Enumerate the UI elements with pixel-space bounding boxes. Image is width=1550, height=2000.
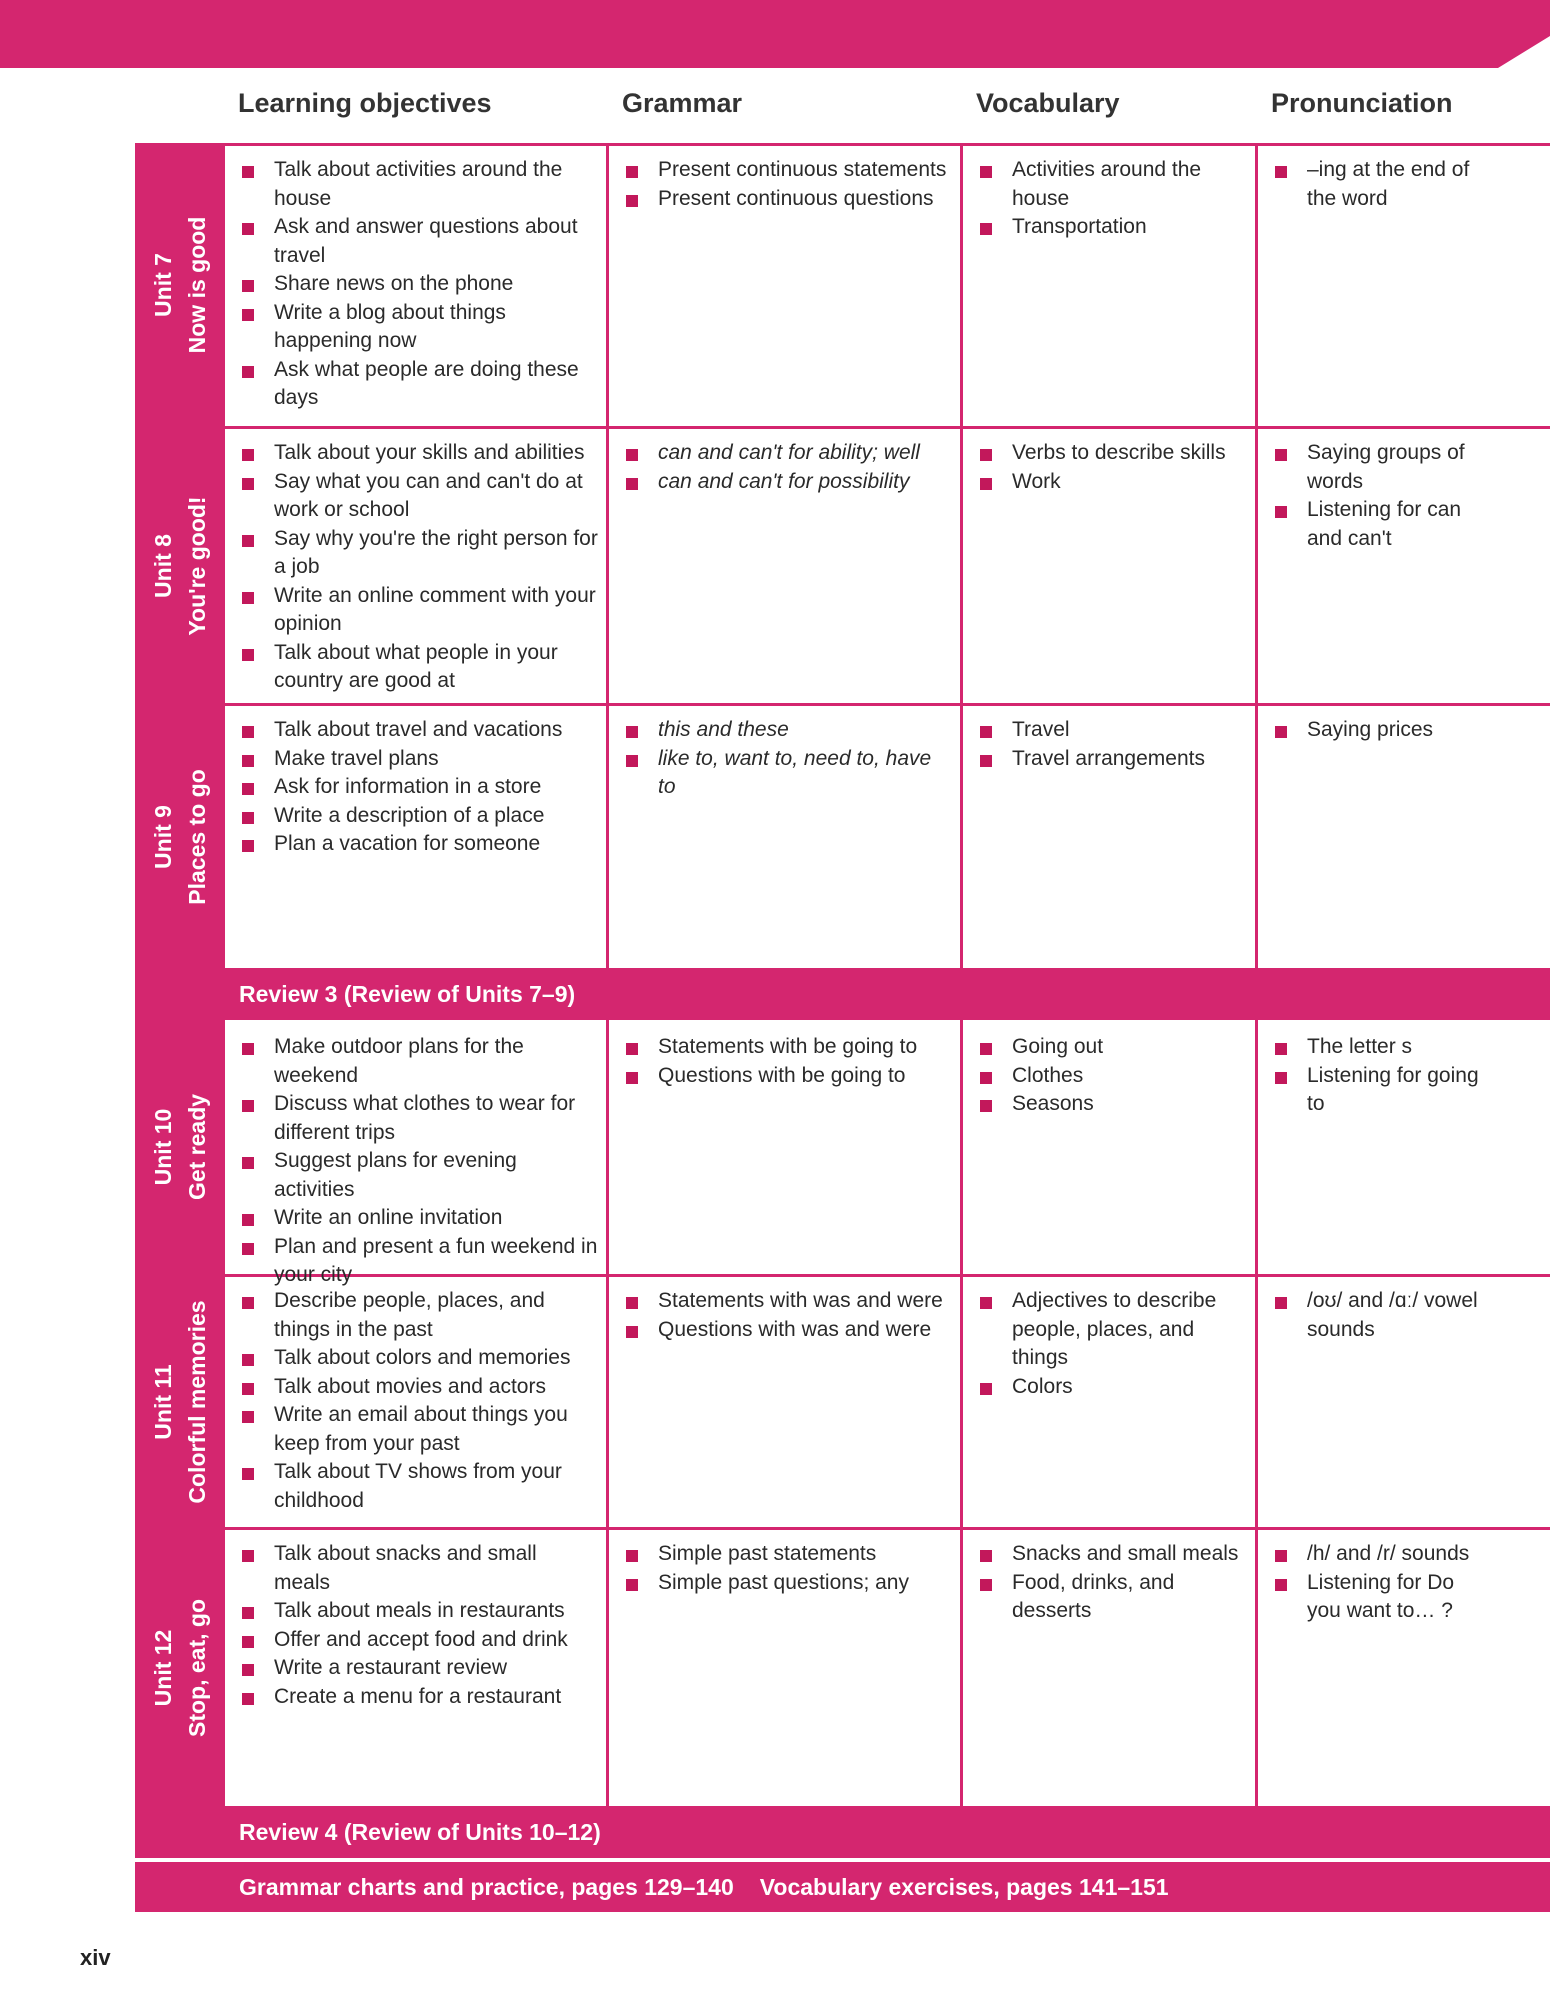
unit-12-label (135, 1530, 225, 1806)
unit-7-grammar (622, 156, 954, 213)
list-item: Write a restaurant review (238, 1654, 598, 1683)
list-item: Talk about your skills and abilities (238, 439, 598, 468)
list-item: Listening for can and can't (1271, 496, 1481, 553)
review-4-label: Review 4 (Review of Units 10–12) (239, 1818, 601, 1845)
grammar-pages-label: Grammar charts and practice, pages 129–140 (239, 1873, 734, 1900)
list-item: Say what you can and can't do at work or school (238, 468, 598, 525)
unit-7-vocabulary (976, 156, 1251, 242)
unit-11-grammar (622, 1287, 954, 1344)
list-item: –ing at the end of the word (1271, 156, 1481, 213)
unit-11-vocabulary (976, 1287, 1251, 1401)
unit-number: Unit 9 (150, 805, 176, 869)
list-item: Plan and present a fun weekend in your city (238, 1233, 598, 1290)
unit-12-pronunciation (1271, 1540, 1481, 1626)
unit-10-objectives (238, 1033, 598, 1290)
row-divider (135, 426, 1550, 429)
list-item: Food, drinks, and desserts (976, 1569, 1251, 1626)
unit-8-vocabulary (976, 439, 1251, 496)
review-3-band (135, 968, 1550, 1020)
vocabulary-pages-label: Vocabulary exercises, pages 141–151 (759, 1873, 1169, 1900)
list-item: can and can't for ability; well (622, 439, 954, 468)
unit-number: Unit 8 (150, 534, 176, 598)
list-item: Saying groups of words (1271, 439, 1481, 496)
list-item: Verbs to describe skills (976, 439, 1251, 468)
column-header-pronunciation: Pronunciation (1271, 88, 1453, 118)
unit-title: You're good! (184, 496, 210, 636)
unit-number: Unit 7 (150, 253, 176, 317)
list-item: Statements with was and were (622, 1287, 954, 1316)
list-item: Travel (976, 716, 1251, 745)
unit-12-objectives (238, 1540, 598, 1711)
list-item: Talk about TV shows from your childhood (238, 1458, 598, 1515)
list-item: Write an email about things you keep from your past (238, 1401, 598, 1458)
list-item: Activities around the house (976, 156, 1251, 213)
list-item: Present continuous questions (622, 185, 954, 214)
list-item: Seasons (976, 1090, 1251, 1119)
list-item: Create a menu for a restaurant (238, 1683, 598, 1712)
list-item: Write a blog about things happening now (238, 299, 598, 356)
unit-10-grammar (622, 1033, 954, 1090)
list-item: Offer and accept food and drink (238, 1626, 598, 1655)
unit-11-pronunciation (1271, 1287, 1481, 1344)
unit-12-grammar (622, 1540, 954, 1597)
row-divider (135, 703, 1550, 706)
list-item: Talk about snacks and small meals (238, 1540, 598, 1597)
list-item: Write an online invitation (238, 1204, 598, 1233)
column-header-grammar: Grammar (622, 88, 743, 118)
list-item: /h/ and /r/ sounds (1271, 1540, 1481, 1569)
list-item: Talk about travel and vacations (238, 716, 598, 745)
list-item: Clothes (976, 1062, 1251, 1091)
list-item: Saying prices (1271, 716, 1481, 745)
column-divider (960, 1020, 963, 1806)
unit-7-pronunciation (1271, 156, 1481, 213)
column-header-vocabulary: Vocabulary (976, 88, 1120, 118)
list-item: Travel arrangements (976, 745, 1251, 774)
list-item: can and can't for possibility (622, 468, 954, 497)
column-divider (960, 144, 963, 968)
top-banner-notch (1498, 36, 1550, 68)
list-item: Talk about colors and memories (238, 1344, 598, 1373)
unit-title: Colorful memories (184, 1300, 210, 1504)
top-banner (0, 0, 1550, 68)
review-3-label: Review 3 (Review of Units 7–9) (239, 980, 576, 1007)
list-item: Going out (976, 1033, 1251, 1062)
list-item: Listening for Do you want to… ? (1271, 1569, 1481, 1626)
list-item: Write an online comment with your opinion (238, 582, 598, 639)
unit-8-grammar (622, 439, 954, 496)
list-item: Share news on the phone (238, 270, 598, 299)
list-item: like to, want to, need to, have to (622, 745, 954, 802)
list-item: Talk about what people in your country are good at (238, 639, 598, 696)
unit-11-label (135, 1277, 225, 1527)
list-item: Suggest plans for evening activities (238, 1147, 598, 1204)
list-item: Listening for going to (1271, 1062, 1481, 1119)
unit-9-label (135, 706, 225, 968)
list-item: Present continuous statements (622, 156, 954, 185)
column-divider (606, 1020, 609, 1806)
unit-9-vocabulary (976, 716, 1251, 773)
list-item: Plan a vacation for someone (238, 830, 598, 859)
unit-7-objectives (238, 156, 598, 413)
column-header-objectives: Learning objectives (238, 88, 492, 118)
row-divider (135, 143, 1550, 146)
list-item: Simple past statements (622, 1540, 954, 1569)
unit-title: Get ready (184, 1093, 210, 1201)
unit-8-label (135, 429, 225, 703)
list-item: Simple past questions; any (622, 1569, 954, 1598)
list-item: Snacks and small meals (976, 1540, 1251, 1569)
list-item: Statements with be going to (622, 1033, 954, 1062)
list-item: Colors (976, 1373, 1251, 1402)
row-divider (135, 1527, 1550, 1530)
list-item: Make outdoor plans for the weekend (238, 1033, 598, 1090)
list-item: Talk about activities around the house (238, 156, 598, 213)
unit-number: Unit 10 (150, 1108, 176, 1186)
list-item: Talk about meals in restaurants (238, 1597, 598, 1626)
list-item: /oʊ/ and /ɑː/ vowel sounds (1271, 1287, 1481, 1344)
unit-10-pronunciation (1271, 1033, 1481, 1119)
list-item: Write a description of a place (238, 802, 598, 831)
list-item: Questions with was and were (622, 1316, 954, 1345)
column-divider (1255, 144, 1258, 968)
unit-9-pronunciation (1271, 716, 1481, 745)
page-number: xiv (80, 1945, 111, 1970)
unit-8-pronunciation (1271, 439, 1481, 553)
unit-title: Places to go (184, 769, 210, 905)
list-item: Ask and answer questions about travel (238, 213, 598, 270)
unit-12-vocabulary (976, 1540, 1251, 1626)
unit-9-grammar (622, 716, 954, 802)
list-item: Ask what people are doing these days (238, 356, 598, 413)
unit-title: Stop, eat, go (184, 1599, 210, 1737)
unit-10-label (135, 1020, 225, 1274)
list-item: Say why you're the right person for a job (238, 525, 598, 582)
list-item: Work (976, 468, 1251, 497)
list-item: Ask for information in a store (238, 773, 598, 802)
list-item: Questions with be going to (622, 1062, 954, 1091)
list-item: Transportation (976, 213, 1251, 242)
unit-title: Now is good (184, 216, 210, 354)
unit-number: Unit 11 (150, 1364, 176, 1440)
unit-number: Unit 12 (150, 1629, 176, 1707)
unit-10-vocabulary (976, 1033, 1251, 1119)
unit-9-objectives (238, 716, 598, 859)
review-4-band (135, 1806, 1550, 1858)
unit-8-objectives (238, 439, 598, 696)
list-item: Make travel plans (238, 745, 598, 774)
list-item: Adjectives to describe people, places, and things (976, 1287, 1251, 1373)
column-divider (1255, 1020, 1258, 1806)
column-divider (606, 144, 609, 968)
list-item: The letter s (1271, 1033, 1481, 1062)
footer-band (135, 1862, 1550, 1912)
unit-7-label (135, 144, 225, 426)
list-item: Talk about movies and actors (238, 1373, 598, 1402)
list-item: Discuss what clothes to wear for different trips (238, 1090, 598, 1147)
list-item: this and these (622, 716, 954, 745)
unit-11-objectives (238, 1287, 598, 1515)
list-item: Describe people, places, and things in the past (238, 1287, 598, 1344)
